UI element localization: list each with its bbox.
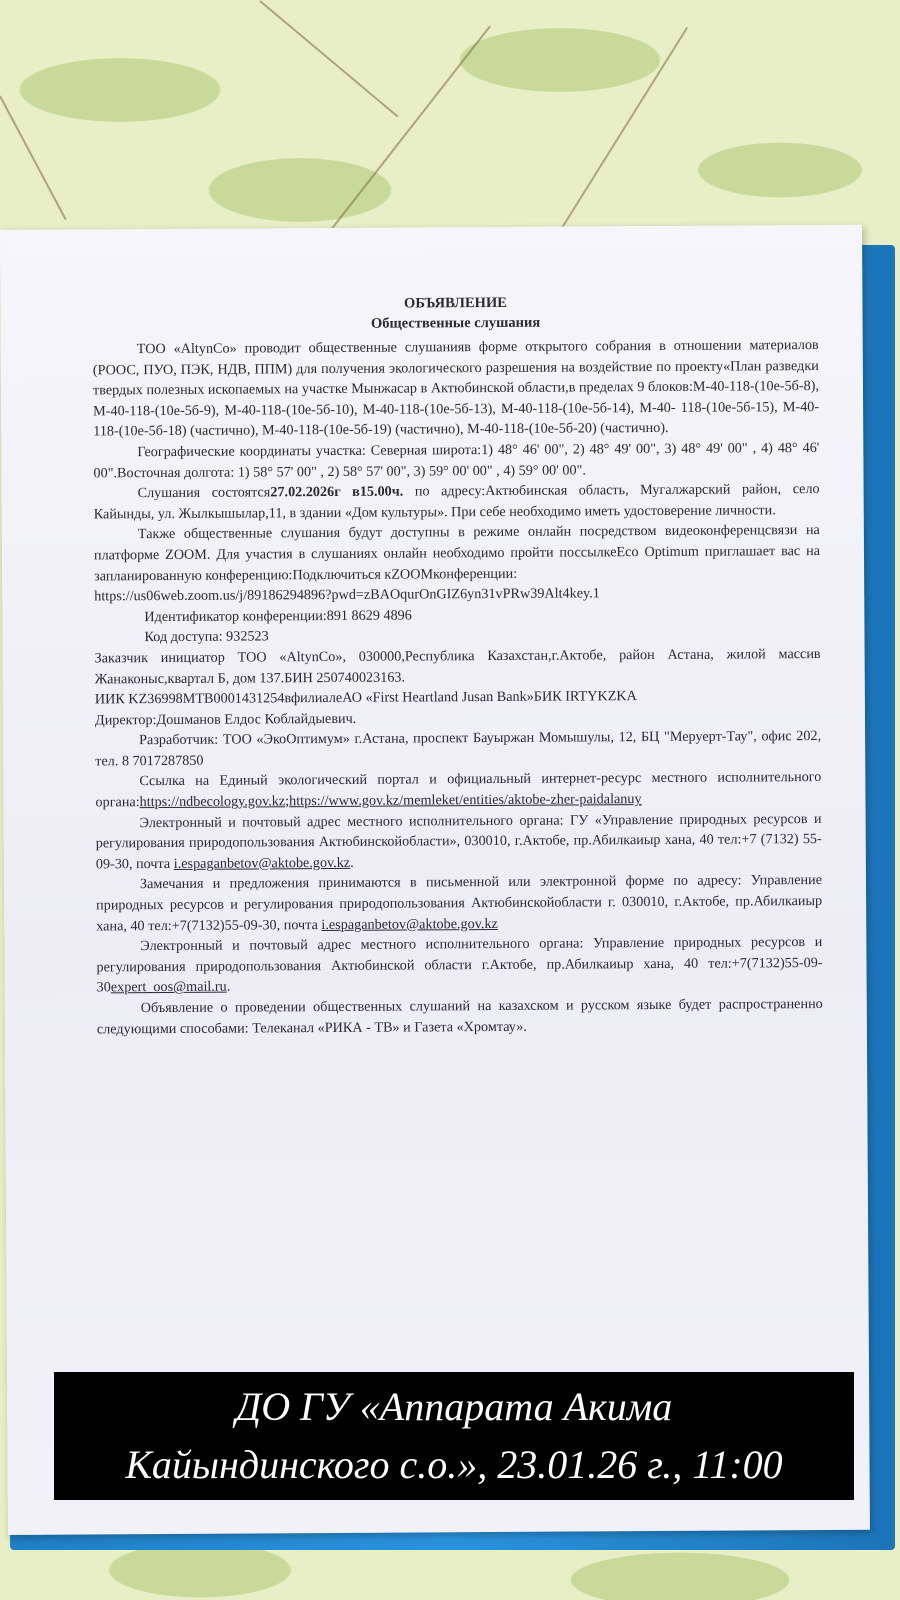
link-separator: ;: [285, 793, 290, 810]
executive-address-2-text: Электронный и почтовый адрес местного исполнительного органа: Управление природных ресурсов и регулирования природопользования Актюбинской области г.Актобе, пр.Абилкаиыр хана, 40 тел:+7(7132)55-09-30: [96, 934, 823, 996]
period: .: [350, 854, 354, 871]
hearing-intro: Слушания состоятся: [137, 484, 271, 502]
background-crack: [0, 96, 67, 221]
ecology-portal-link[interactable]: https://ndbecology.gov.kz: [139, 793, 286, 811]
paragraph-coordinates: Географические координаты участка: Северная широта:1) 48° 46' 00", 2) 48° 49' 00", 3) 48° 49' 00" , 4) 48° 46' 00".Восточная долгота: 1) 58° 57' 00" , 2) 58° 57' 00", 3) 59° 00' 00" , 4) 59° 00' 00".: [93, 439, 820, 481]
portal-text: Ссылка на Единый экологический портал и официальный интернет-ресурс местного исполнительного органа:: [95, 769, 822, 811]
paragraph-portal: [95, 767, 821, 813]
gov-portal-link[interactable]: https://www.gov.kz/memleket/entities/aktobe-zher-paidalanuy: [289, 791, 642, 810]
notice-subtitle: Общественные слушания: [370, 314, 541, 332]
paragraph-executive-address: [96, 809, 822, 875]
caption-line-1: ДО ГУ «Аппарата Акима: [235, 1384, 673, 1429]
zoom-link[interactable]: https://us06web.zoom.us/j/89186294896?pwd=zBAOqurOnGIZ6yn31vPRw39Alt4key.1: [94, 585, 600, 605]
hearing-address: по адресу:Актюбинская область, Мугалжарский район, село Кайынды, ул. Жылкышылар,11, в здании «Дом культуры». При себе необходимо иметь удостоверение личности.: [93, 481, 820, 523]
paragraph-remarks: [96, 870, 822, 936]
caption-line-2: Кайындинского с.о.», 23.01.26 г., 11:00: [125, 1442, 783, 1487]
period: .: [226, 979, 231, 996]
background-crack: [559, 27, 688, 232]
notice-text: [92, 291, 823, 1040]
executive-email-link[interactable]: i.espaganbetov@aktobe.gov.kz: [173, 854, 351, 872]
developer-info: Разработчик: ТОО «ЭкоОптимум» г.Астана, проспект Бауыржан Момышулы, 12, БЦ "Меруерт-Тау", офис 202, тел. 8 7017287850: [95, 728, 822, 770]
paragraph-executive-address-2: [96, 932, 822, 998]
background-crack: [259, 0, 398, 117]
story-caption: [54, 1372, 854, 1500]
customer-info: Заказчик инициатор ТОО «AltynCo», 030000,Республика Казахстан,г.Актобе, район Астана, жилой массив Жанаконыс,квартал Б, дом 137.БИН 250740023163.: [94, 645, 821, 687]
remarks-email-link[interactable]: i.espaganbetov@aktobe.gov.kz: [321, 915, 498, 933]
notice-title: ОБЪЯВЛЕНИЕ: [403, 294, 507, 312]
director-name: Директор:Дошманов Елдос Коблайдыевич.: [94, 710, 357, 729]
notice-sheet: [0, 225, 870, 1535]
remarks-text: Замечания и предложения принимаются в письменной или электронной форме по адресу: Управление природных ресурсов и регулирования природопользования Актюбинскойобласти г. 030010, г.Актобе, пр.Абилкаиыр хана, 40 тел:+7(7132)55-09-30, почта: [96, 872, 823, 935]
paragraph-online: Также общественные слушания будут доступны в режиме онлайн посредством видеоконференцсвязи на платформе ZOOM. Для участия в слушаниях онлайн необходимо пройти поссылкеEco Optimum приглашает вас на запланированную конференцию:Подключиться кZOOMконференции:: [93, 522, 821, 584]
paragraph-project: ТОО «AltynCo» проводит общественные слушанияв форме открытого собрания в отношении материалов (РООС, ПУО, ПЭК, НДВ, ППМ) для получения экологического разрешения на воздействие по проекту«План разведки твердых полезных ископаемых на участке Мынжасар в Актюбинской области,в пределах 9 блоков:М-40-118-(10е-5б-8), М-40-118-(10е-5б-9), М-40-118-(10е-5б-10), М-40-118-(10е-5б-13), М-40-118-(10е-5б-14), М-40- 118-(10е-5б-15), М-40-118-(10е-5б-18) (частично), М-40-118-(10е-5б-19) (частично), М-40-118-(10е-5б-20) (частично).: [92, 337, 820, 440]
paragraph-broadcast: Объявление о проведении общественных слушаний на казахском и русском языке будет распространенно следующими способами: Телеканал «РИКА - ТВ» и Газета «Хромтау».: [96, 995, 823, 1038]
hearing-datetime: 27.02.2026г в15.00ч.: [270, 483, 404, 501]
bank-details: ИИК KZ36998MTB0001431254вфилиалеАО «First Heartland Jusan Bank»БИК IRTYKZKA: [94, 688, 637, 708]
paragraph-hearing-date: [94, 479, 820, 525]
access-code: Код доступа: 932523: [144, 628, 269, 646]
background-crack: [329, 26, 491, 232]
executive-address-text: Электронный и почтовый адрес местного исполнительного органа: ГУ «Управление природных ресурсов и регулирования природопользования Актюбинскойобласти», 030010, г.Актобе, пр.Абилкаиыр хана, 40 тел:+7 (7132) 55-09-30, почта: [95, 810, 822, 873]
expert-email-link[interactable]: expert_oos@mail.ru: [110, 979, 227, 996]
conference-id: Идентификатор конференции:891 8629 4896: [144, 607, 412, 625]
